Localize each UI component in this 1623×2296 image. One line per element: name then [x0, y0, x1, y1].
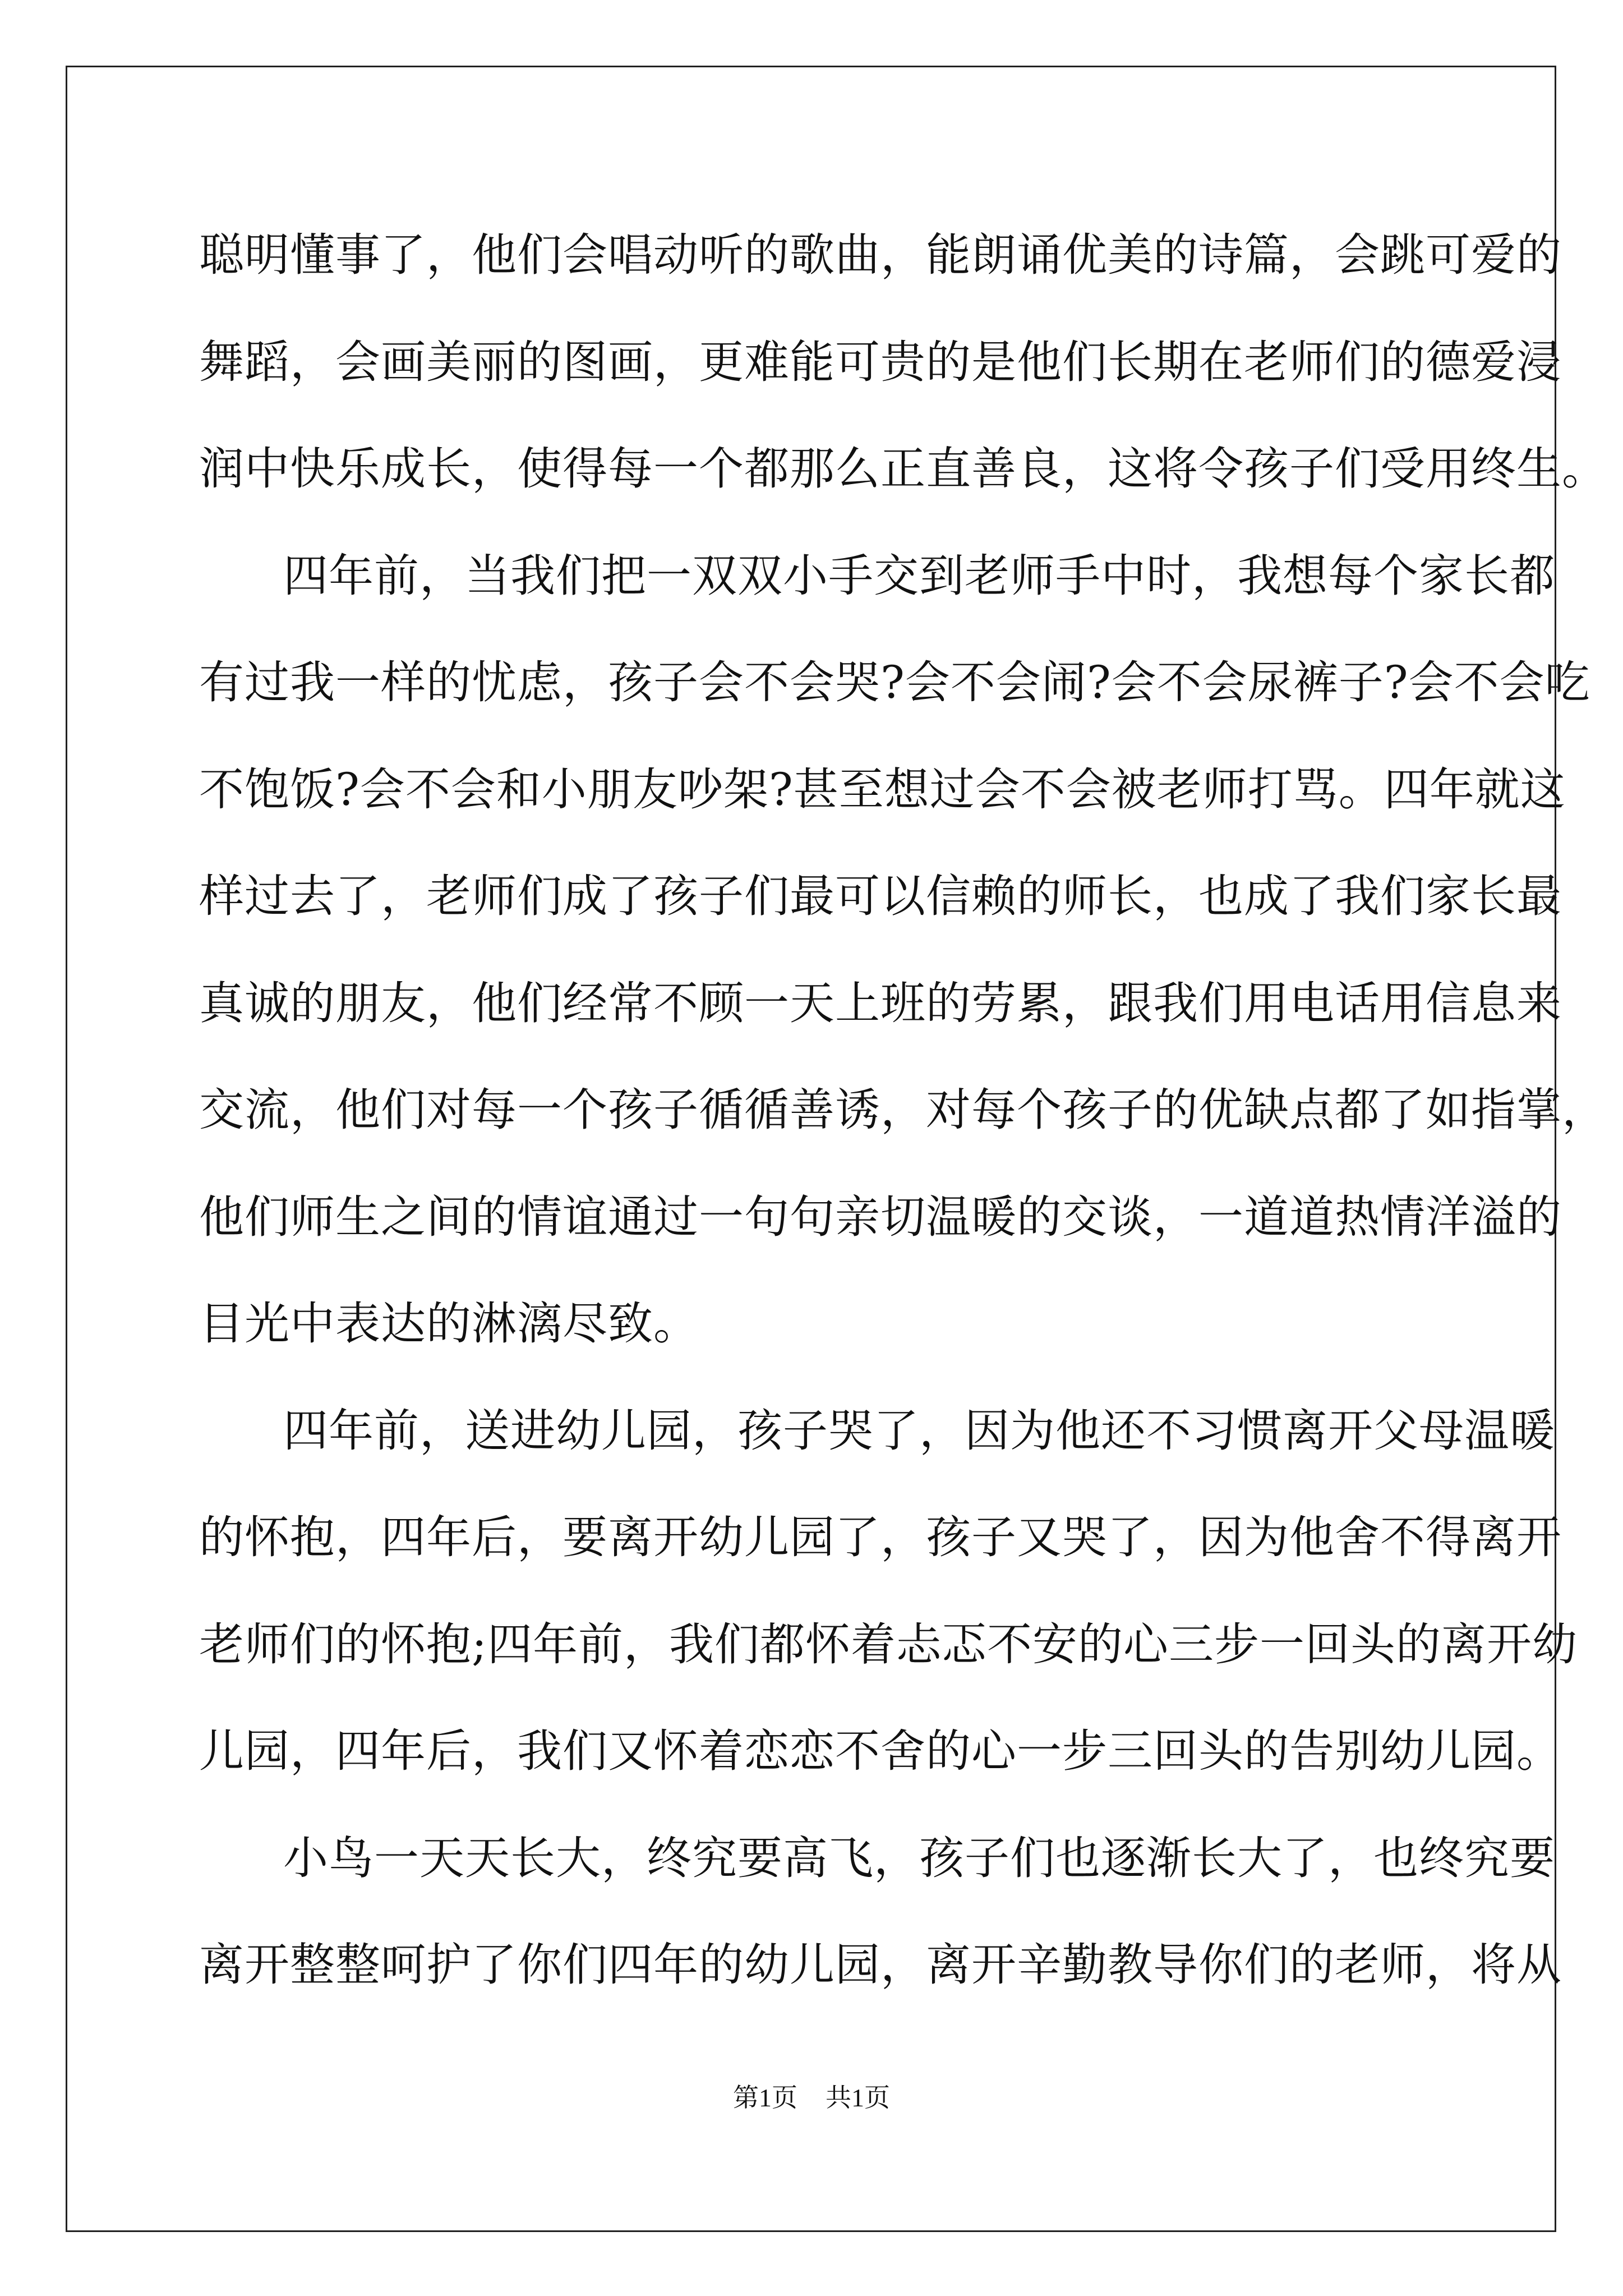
text-line: 润中快乐成长，使得每一个都那么正直善良，这将令孩子们受用终生。 [199, 443, 1607, 495]
paragraph-end-line: 目光中表达的淋漓尽致。 [199, 1297, 699, 1350]
paragraph-start-line: 四年前，当我们把一双双小手交到老师手中时，我想每个家长都 [283, 549, 1555, 602]
document-body [199, 202, 1607, 2019]
text-line: 有过我一样的忧虑，孩子会不会哭?会不会闹?会不会尿裤子?会不会吃 [199, 656, 1590, 708]
text-line: 离开整整呵护了你们四年的幼儿园，离开辛勤教导你们的老师，将从 [199, 1939, 1562, 1991]
text-line: 不饱饭?会不会和小朋友吵架?甚至想过会不会被老师打骂。四年就这 [199, 763, 1566, 816]
page-number: 第1页 [733, 2083, 797, 2112]
text-line: 儿园，四年后，我们又怀着恋恋不舍的心一步三回头的告别幼儿园。 [199, 1725, 1562, 1777]
page-footer [0, 2081, 1623, 2115]
text-line: 老师们的怀抱;四年前，我们都怀着忐忑不安的心三步一回头的离开幼 [199, 1618, 1578, 1671]
text-line: 样过去了，老师们成了孩子们最可以信赖的师长，也成了我们家长最 [199, 870, 1562, 922]
text-line: 舞蹈，会画美丽的图画，更难能可贵的是他们长期在老师们的德爱浸 [199, 335, 1562, 388]
text-line: 他们师生之间的情谊通过一句句亲切温暖的交谈，一道道热情洋溢的 [199, 1190, 1562, 1243]
text-line: 真诚的朋友，他们经常不顾一天上班的劳累，跟我们用电话用信息来 [199, 977, 1562, 1029]
paragraph-start-line: 小鸟一天天长大，终究要高飞，孩子们也逐渐长大了，也终究要 [283, 1832, 1555, 1884]
text-line: 聪明懂事了，他们会唱动听的歌曲，能朗诵优美的诗篇，会跳可爱的 [199, 229, 1562, 281]
text-line: 的怀抱，四年后，要离开幼儿园了，孩子又哭了，因为他舍不得离开 [199, 1511, 1562, 1563]
paragraph-start-line: 四年前，送进幼儿园，孩子哭了，因为他还不习惯离开父母温暖 [283, 1404, 1555, 1457]
text-line: 交流，他们对每一个孩子循循善诱，对每个孩子的优缺点都了如指掌， [199, 1084, 1607, 1136]
page-total: 共1页 [826, 2083, 890, 2112]
